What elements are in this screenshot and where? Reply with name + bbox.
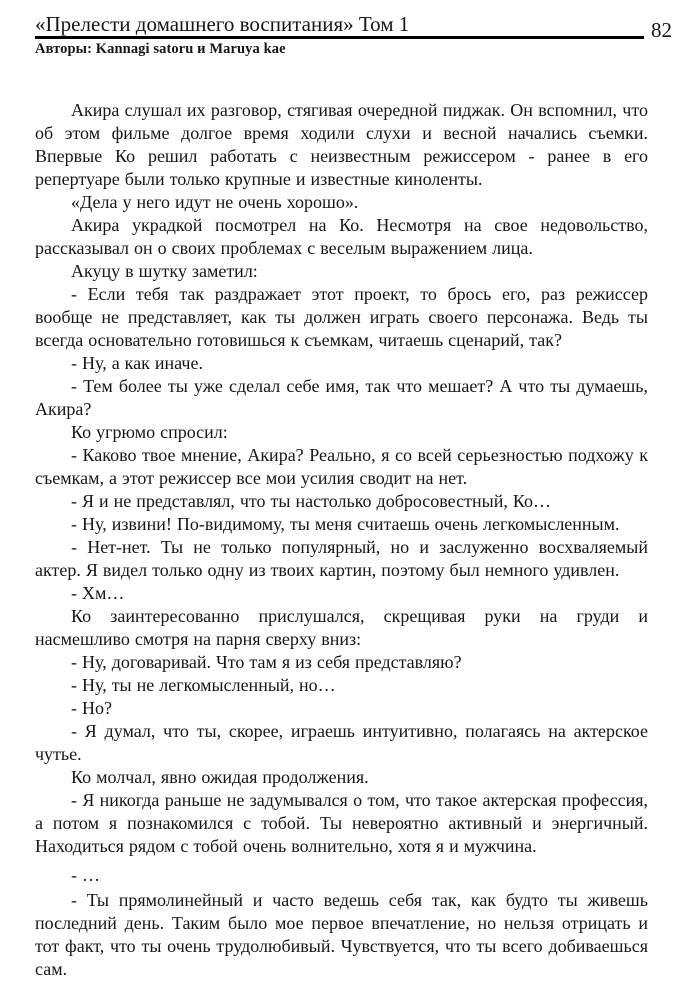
paragraph: Ко молчал, явно ожидая продолжения. bbox=[71, 766, 369, 787]
paragraph: - Тем более ты уже сделал себе имя, так что мешает? А что ты думаешь, Акира? bbox=[35, 375, 648, 419]
page-title: «Прелести домашнего воспитания» Том 1 bbox=[35, 12, 410, 36]
paragraph: Ко заинтересованно прислушался, скрещивая руки на груди и насмешливо смотря на парня сверху вниз: bbox=[35, 605, 648, 649]
paragraph: - Я и не представлял, что ты настолько добросовестный, Ко… bbox=[71, 490, 551, 511]
paragraph: Акира слушал их разговор, стягивая очередной пиджак. Он вспомнил, что об этом фильме долгое время ходили слухи и весной начались съемки. Впервые Ко решил работать с неизвестным режиссером - ранее в его репертуаре были только крупные и известные киноленты. bbox=[35, 99, 648, 189]
paragraph: - Нет-нет. Ты не только популярный, но и заслуженно восхваляемый актер. Я видел только одну из твоих картин, поэтому был немного удивлен. bbox=[35, 536, 648, 580]
paragraph: - Каково твое мнение, Акира? Реально, я со всей серьезностью подхожу к съемкам, а этот режиссер все мои усилия сводит на нет. bbox=[35, 444, 648, 488]
page-header bbox=[35, 12, 672, 42]
paragraph: - Ну, а как иначе. bbox=[71, 352, 203, 373]
paragraph: Ко угрюмо спросил: bbox=[71, 421, 228, 442]
paragraph: - Ну, ты не легкомысленный, но… bbox=[71, 674, 336, 695]
paragraph: - Ты прямолинейный и часто ведешь себя так, как будто ты живешь последний день. Таким было мое первое впечатление, но нельзя отрицать и тот факт, что ты очень трудолюбивый. Чувствуется, что ты всего добиваешься сам. bbox=[35, 889, 648, 979]
paragraph: - Но? bbox=[71, 697, 112, 718]
paragraph: - … bbox=[71, 864, 100, 885]
paragraph: Акуцу в шутку заметил: bbox=[71, 260, 258, 281]
paragraph: - Ну, договаривай. Что там я из себя представляю? bbox=[71, 651, 462, 672]
paragraph: «Дела у него идут не очень хорошо». bbox=[71, 191, 359, 212]
page-number: 82 bbox=[651, 17, 672, 42]
authors-line: Авторы: Kannagi satoru и Maruya kae bbox=[35, 40, 286, 57]
paragraph: - Ну, извини! По-видимому, ты меня считаешь очень легкомысленным. bbox=[71, 513, 620, 534]
page-body bbox=[35, 99, 648, 981]
paragraph: - Если тебя так раздражает этот проект, то брось его, раз режиссер вообще не представляет, как ты должен играть своего персонажа. Ведь ты всегда основательно готовишься к съемкам, читаешь сценарий, так? bbox=[35, 283, 648, 350]
paragraph: Акира украдкой посмотрел на Ко. Несмотря на свое недовольство, рассказывал он о своих проблемах с веселым выражением лица. bbox=[35, 214, 648, 258]
paragraph: - Хм… bbox=[71, 582, 125, 603]
header-rule bbox=[35, 13, 644, 39]
paragraph: - Я никогда раньше не задумывался о том, что такое актерская профессия, а потом я познакомился с тобой. Ты невероятно активный и энергичный. Находиться рядом с тобой очень волнительно, хотя я и мужчина. bbox=[35, 789, 648, 856]
paragraph: - Я думал, что ты, скорее, играешь интуитивно, полагаясь на актерское чутье. bbox=[35, 720, 648, 764]
